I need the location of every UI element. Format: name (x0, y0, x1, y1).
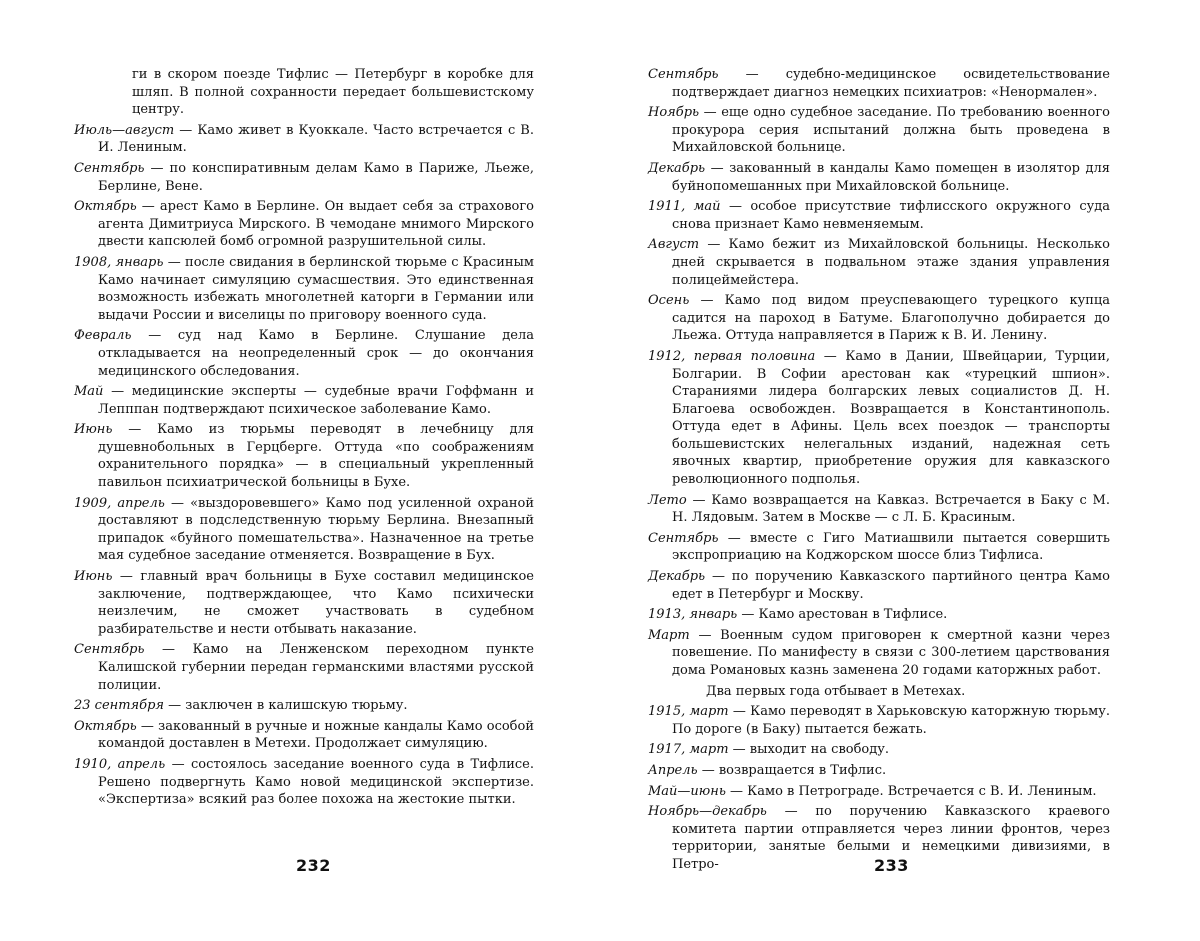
entry-date: 1911, май (648, 199, 721, 215)
entry-text: — заключен в калишскую тюрьму. (164, 698, 408, 714)
entry-text: — Камо в Петрограде. Встречается с В. И. Лениным. (725, 783, 1097, 799)
entry-date: Сентябрь (648, 67, 719, 82)
chronology-entry (74, 568, 534, 638)
entry-date: Август (648, 237, 700, 253)
left-page (74, 66, 534, 812)
chronology-entry (74, 254, 534, 324)
chronology-entry (648, 160, 1110, 195)
chronology-entry (648, 627, 1110, 680)
chronology-entry (648, 703, 1110, 738)
chronology-entry (74, 641, 534, 694)
entry-date: Декабрь (648, 160, 706, 176)
chronology-entry (74, 718, 534, 753)
chronology-entry (74, 327, 534, 380)
entry-date: 1915, март (648, 704, 729, 720)
entry-text: ги в скором поезде Тифлис — Петербург в коробке для шляп. В полной сохранности передает большевистскому центру. (132, 67, 534, 118)
entry-text: — вместе с Гиго Матиашвили пытается совершить экспроприацию на Коджорском шоссе близ Тифлиса. (672, 530, 1110, 564)
entry-text: — по поручению Кавказского краевого комитета партии отправляется через линии фронтов, через территории, занятые белыми и немецкими дивизиями, в Петро- (672, 804, 1110, 872)
chronology-entry (74, 697, 534, 715)
entry-text: — Камо из тюрьмы переводят в лечебницу для душевнобольных в Герцберге. Оттуда «по соображениям охранительного порядка» — в специальный укрепленный павильон психиатрической больницы в Бухе. (98, 422, 534, 491)
entry-date: 1909, апрель (74, 495, 165, 511)
entry-date: 1917, март (648, 742, 729, 758)
entry-text: — Камо возвращается на Кавказ. Встречается в Баку с М. Н. Лядовым. Затем в Москве — с Л. Б. Красиным. (672, 492, 1110, 526)
chronology-entry (74, 66, 534, 119)
entry-date: Декабрь (648, 569, 706, 585)
entry-text: — Камо живет в Куоккале. Часто встречается с В. И. Лениным. (98, 122, 534, 156)
entry-date: Ноябрь—декабрь (648, 804, 767, 820)
chronology-entry (648, 104, 1110, 157)
entry-text: — судебно-медицинское освидетельствование подтверждает диагноз немецких психиатров: «Ненормален». (672, 67, 1110, 100)
entry-text: — «выздоровевшего» Камо под усиленной охраной доставляют в подследственную тюрьму Берлина. Внезапный припадок «буйного помешательства». Назначенное на третье мая судебное заседание отменяется. Возвращение в Бух. (98, 495, 534, 564)
entry-text: — Камо на Ленженском переходном пункте Калишской губернии передан германскими властями русской полиции. (98, 642, 534, 693)
entry-text: — возвращается в Тифлис. (697, 762, 887, 778)
entry-text: — главный врач больницы в Бухе составил медицинское заключение, подтверждающее, что Камо психически неизлечим, не сможет участвовать в судебном разбирательстве и нести отбывать наказание. (98, 569, 534, 637)
entry-date: 1910, апрель (74, 756, 166, 772)
chronology-entry (648, 530, 1110, 565)
chronology-entry (648, 606, 1110, 624)
entry-date: Сентябрь (648, 530, 719, 546)
entry-date: Октябрь (74, 199, 137, 215)
chronology-entry (74, 421, 534, 491)
chronology-entry (648, 492, 1110, 527)
entry-text: — по конспиративным делам Камо в Париже, Льеже, Берлине, Вене. (98, 160, 534, 194)
entry-date: 1908, январь (74, 254, 164, 270)
entry-text: — Камо под видом преуспевающего турецкого купца садится на пароход в Батуме. Благополучно добирается до Льежа. Оттуда направляется в Париж к В. И. Ленину. (672, 293, 1110, 344)
entry-text: — после свидания в берлинской тюрьме с Красиным Камо начинает симуляцию сумасшествия. Это единственная возможность избежать многолетней каторги в Германии или выдачи России и виселицы по приговору военного суда. (98, 254, 534, 323)
entry-text: — Камо переводят в Харьковскую каторжную тюрьму. По дороге (в Баку) пытается бежать. (672, 704, 1110, 737)
entry-date: 23 сентября (74, 698, 165, 714)
entry-text: Два первых года отбывает в Метехах. (706, 683, 966, 699)
entry-date: Февраль (74, 328, 132, 344)
entry-text: — Военным судом приговорен к смертной казни через повешение. По манифесту в связи с 300-летием царствования дома Романовых казнь заменена 20 годами каторжных работ. (672, 627, 1110, 678)
chronology-entry (74, 198, 534, 251)
entry-date: Май (74, 384, 104, 400)
chronology-entry (648, 683, 1110, 701)
page-number-right: 233 (874, 856, 909, 875)
chronology-entry (648, 198, 1110, 233)
chronology-entry (648, 783, 1110, 801)
chronology-entry (648, 762, 1110, 780)
entry-date: Сентябрь (74, 642, 145, 658)
chronology-entry (648, 292, 1110, 345)
right-page (648, 66, 1110, 877)
entry-text: — по поручению Кавказского партийного центра Камо едет в Петербург и Москву. (672, 569, 1110, 602)
entry-text: — закованный в кандалы Камо помещен в изолятор для буйнопомешанных при Михайловской больнице. (672, 160, 1110, 194)
entry-text: — еще одно судебное заседание. По требованию военного прокурора серия испытаний должна быть проведена в Михайловской больнице. (672, 105, 1110, 156)
entry-date: Лето (648, 492, 687, 508)
entry-date: Март (648, 627, 690, 643)
chronology-entry (648, 236, 1110, 289)
chronology-entry (74, 495, 534, 565)
entry-date: Сентябрь (74, 160, 145, 176)
entry-text: — суд над Камо в Берлине. Слушание дела откладывается на неопределенный срок — до окончания медицинского обследования. (98, 328, 534, 379)
chronology-entry (648, 66, 1110, 101)
entry-date: Октябрь (74, 718, 137, 734)
chronology-entry (74, 160, 534, 195)
entry-text: — закованный в ручные и ножные кандалы Камо особой командой доставлен в Метехи. Продолжает симуляцию. (98, 718, 534, 752)
entry-date: Апрель (648, 762, 698, 778)
chronology-entry (648, 348, 1110, 489)
entry-text: — Камо бежит из Михайловской больницы. Несколько дней скрывается в подвальном этаже здания управления полицеймейстера. (672, 237, 1110, 288)
entry-date: Июнь (74, 422, 113, 438)
entry-text: — Камо в Дании, Швейцарии, Турции, Болгарии. В Софии арестован как «турецкий шпион». Стараниями лидера болгарских левых социалистов Д. Н. Благоева освобожден. Возвращается в Константинополь. Оттуда едет в Афины. Цель всех поездок — транспорты большевистских нелегальных изданий, надежная сеть явочных квартир, приобретение оружия для кавказского революционного подполья. (672, 348, 1110, 488)
entry-date: 1913, январь (648, 607, 738, 623)
entry-text: — состоялось заседание военного суда в Тифлисе. Решено подвергнуть Камо новой медицинской экспертизе. «Экспертиза» всякий раз более похожа на жестокие пытки. (98, 756, 535, 808)
entry-text: — арест Камо в Берлине. Он выдает себя за страхового агента Димитриуса Мирского. В чемодане мнимого Мирского двести капсюлей бомб огромной разрушительной силы. (98, 199, 534, 250)
entry-text: — Камо арестован в Тифлисе. (737, 607, 948, 623)
entry-date: Май—июнь (648, 783, 726, 799)
chronology-entry (648, 741, 1110, 759)
entry-date: Осень (648, 293, 690, 309)
chronology-entry (648, 568, 1110, 603)
page-number-left: 232 (296, 856, 331, 875)
entry-date: 1912, первая половина (648, 348, 816, 364)
entry-date: Июль—август (74, 122, 175, 138)
chronology-entry (74, 756, 534, 809)
entry-date: Июнь (74, 569, 113, 585)
entry-date: Ноябрь (648, 105, 700, 121)
chronology-entry (74, 122, 534, 157)
chronology-entry (74, 383, 534, 418)
entry-text: — медицинские эксперты — судебные врачи Гоффманн и Лепппан подтверждают психическое заболевание Камо. (98, 384, 534, 417)
entry-text: — особое присутствие тифлисского окружного суда снова признает Камо невменяемым. (672, 199, 1111, 232)
entry-text: — выходит на свободу. (728, 742, 890, 758)
